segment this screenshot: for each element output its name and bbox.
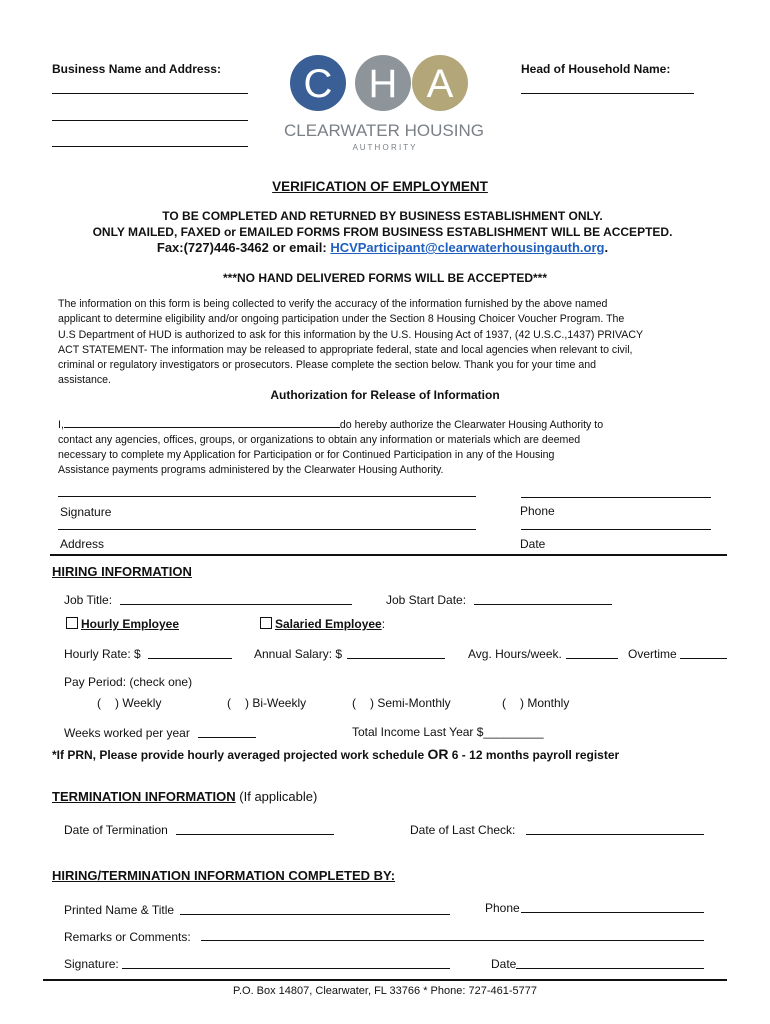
hiring-heading: HIRING INFORMATION bbox=[52, 564, 192, 579]
privacy-line: ACT STATEMENT- The information may be released to appropriate federal, state and local agencies when relevant to civil, bbox=[58, 343, 633, 356]
prn-text-b: 6 - 12 months payroll register bbox=[448, 748, 620, 762]
salaried-colon: : bbox=[381, 617, 386, 631]
date-termination-label: Date of Termination bbox=[64, 823, 168, 837]
date-line[interactable] bbox=[521, 529, 711, 530]
salaried-option[interactable] bbox=[260, 617, 385, 631]
job-start-label: Job Start Date: bbox=[386, 593, 467, 607]
date-label: Date bbox=[520, 537, 546, 551]
completed-phone-label: Phone bbox=[485, 901, 520, 915]
auth-text bbox=[58, 417, 758, 478]
job-title-field[interactable] bbox=[120, 604, 352, 605]
prn-or: OR bbox=[427, 746, 449, 762]
total-income-label bbox=[352, 725, 544, 739]
form-title: VERIFICATION OF EMPLOYMENT bbox=[272, 179, 488, 194]
printed-name-field[interactable] bbox=[180, 914, 450, 915]
footer-address: P.O. Box 14807, Clearwater, FL 33766 * Phone: 727-461-5777 bbox=[233, 985, 537, 997]
termination-title: TERMINATION INFORMATION bbox=[52, 789, 236, 804]
biweekly-label: ) Bi-Weekly bbox=[245, 696, 307, 710]
hourly-rate-field[interactable] bbox=[148, 658, 232, 659]
section-divider bbox=[50, 554, 727, 556]
hourly-rate-label: Hourly Rate: $ bbox=[64, 647, 141, 661]
privacy-line: The information on this form is being collected to verify the accuracy of the information furnished by the above named bbox=[58, 298, 608, 310]
biweekly-paren: ( bbox=[227, 696, 231, 710]
instructions-2: ONLY MAILED, FAXED or EMAILED FORMS FROM BUSINESS ESTABLISHMENT WILL BE ACCEPTED. bbox=[92, 225, 673, 239]
auth-line1: do hereby authorize the Clearwater Housing Authority to bbox=[339, 419, 604, 431]
monthly-label: ) Monthly bbox=[520, 696, 570, 710]
semimonthly-option[interactable] bbox=[352, 696, 451, 710]
overtime-label: Overtime bbox=[628, 647, 677, 661]
completed-heading: HIRING/TERMINATION INFORMATION COMPLETED BY: bbox=[52, 868, 396, 883]
if-applicable: (If applicable) bbox=[235, 789, 318, 804]
address-label: Address bbox=[60, 537, 105, 551]
hourly-label: Hourly Employee bbox=[81, 617, 180, 631]
last-check-label: Date of Last Check: bbox=[410, 823, 516, 837]
prn-text-a: *If PRN, Please provide hourly averaged projected work schedule bbox=[52, 748, 428, 762]
weekly-option[interactable] bbox=[97, 696, 161, 710]
completed-date-field[interactable] bbox=[516, 968, 704, 969]
privacy-line: assistance. bbox=[58, 374, 111, 387]
auth-line2: contact any agencies, offices, groups, or organizations to obtain any information or materials which are deemed bbox=[58, 434, 581, 446]
biweekly-option[interactable] bbox=[227, 696, 306, 710]
fax-text: Fax:(727)446-3462 or email: bbox=[156, 240, 331, 255]
logo-letter-a: A bbox=[426, 62, 454, 106]
logo-sub: A U T H O R I T Y bbox=[352, 143, 416, 152]
weekly-label: ) Weekly bbox=[115, 696, 162, 710]
privacy-statement bbox=[58, 297, 748, 389]
household-label: Head of Household Name: bbox=[521, 62, 671, 76]
auth-name-field[interactable] bbox=[64, 417, 340, 428]
date-termination-field[interactable] bbox=[176, 834, 334, 835]
termination-heading bbox=[52, 789, 317, 804]
business-line-3[interactable] bbox=[52, 146, 248, 147]
remarks-label: Remarks or Comments: bbox=[64, 930, 191, 944]
printed-name-label: Printed Name & Title bbox=[64, 903, 175, 917]
email-link[interactable]: HCVParticipant@clearwaterhousingauth.org bbox=[330, 240, 605, 255]
completed-date-label: Date bbox=[491, 957, 517, 971]
household-line[interactable] bbox=[521, 93, 694, 94]
privacy-line: U.S Department of HUD is authorized to ask for this information by the U.S. Housing Act of 1937, (42 U.S.C.,1437) PRIVACY bbox=[58, 328, 644, 341]
hourly-option[interactable] bbox=[66, 617, 179, 631]
overtime-field[interactable] bbox=[680, 658, 727, 659]
salaried-checkbox[interactable] bbox=[260, 617, 272, 629]
total-income-text: Total Income Last Year $ bbox=[352, 725, 484, 739]
address-line[interactable] bbox=[58, 529, 476, 530]
footer-divider bbox=[43, 979, 727, 981]
auth-heading: Authorization for Release of Information bbox=[270, 388, 500, 402]
signature-label: Signature bbox=[60, 505, 112, 519]
privacy-line: applicant to determine eligibility and/or ongoing participation under the Section 8 Housing Choicer Voucher Program. The bbox=[58, 313, 625, 326]
logo-letter-h: H bbox=[368, 62, 398, 106]
business-label: Business Name and Address: bbox=[52, 62, 221, 76]
weeks-worked-field[interactable] bbox=[198, 737, 256, 738]
last-check-field[interactable] bbox=[526, 834, 704, 835]
completed-phone-field[interactable] bbox=[521, 912, 704, 913]
weekly-paren: ( bbox=[97, 696, 101, 710]
auth-i: I, bbox=[58, 419, 64, 431]
monthly-paren: ( bbox=[502, 696, 506, 710]
cha-logo-graphic bbox=[262, 54, 507, 154]
pay-period-text: Pay Period: bbox=[64, 675, 127, 689]
prn-note bbox=[52, 746, 619, 762]
logo-letter-c: C bbox=[303, 62, 333, 106]
pay-period-label bbox=[64, 675, 192, 689]
business-line-2[interactable] bbox=[52, 120, 248, 121]
job-title-label: Job Title: bbox=[64, 593, 113, 607]
business-line-1[interactable] bbox=[52, 93, 248, 94]
annual-salary-field[interactable] bbox=[347, 658, 445, 659]
phone-label: Phone bbox=[520, 504, 555, 518]
remarks-field[interactable] bbox=[201, 940, 704, 941]
check-one: (check one) bbox=[129, 675, 193, 689]
auth-line3: necessary to complete my Application for Participation or for Continued Participation in any of the Housing bbox=[58, 449, 555, 461]
completed-signature-label: Signature: bbox=[64, 957, 119, 971]
hourly-checkbox[interactable] bbox=[66, 617, 78, 629]
instructions-1: TO BE COMPLETED AND RETURNED BY BUSINESS ESTABLISHMENT ONLY. bbox=[162, 209, 603, 223]
job-start-field[interactable] bbox=[474, 604, 612, 605]
completed-signature-field[interactable] bbox=[122, 968, 450, 969]
privacy-line: criminal or regulatory investigators or prosecutors. Please complete the section below. Thank you for your time and bbox=[58, 359, 596, 372]
logo-name: CLEARWATER HOUSING bbox=[284, 121, 484, 140]
weeks-worked-label: Weeks worked per year bbox=[64, 726, 190, 740]
total-income-field[interactable]: _________ bbox=[483, 725, 544, 739]
semimonthly-paren: ( bbox=[352, 696, 356, 710]
monthly-option[interactable] bbox=[502, 696, 569, 710]
salaried-label: Salaried Employee bbox=[275, 617, 382, 631]
phone-line[interactable] bbox=[521, 497, 711, 498]
annual-salary-label: Annual Salary: $ bbox=[254, 647, 343, 661]
fax-email-line: Fax:(727)446-3462 or email: HCVParticipant@clearwaterhousingauth.org. bbox=[156, 240, 609, 255]
auth-line4: Assistance payments programs administered by the Clearwater Housing Authority. bbox=[58, 464, 444, 476]
avg-hours-label: Avg. Hours/week. bbox=[468, 647, 562, 661]
semimonthly-label: ) Semi-Monthly bbox=[370, 696, 451, 710]
avg-hours-field[interactable] bbox=[566, 658, 618, 659]
signature-line[interactable] bbox=[58, 496, 476, 497]
cha-logo bbox=[262, 54, 507, 154]
no-hand-delivery: ***NO HAND DELIVERED FORMS WILL BE ACCEPTED*** bbox=[222, 271, 548, 285]
